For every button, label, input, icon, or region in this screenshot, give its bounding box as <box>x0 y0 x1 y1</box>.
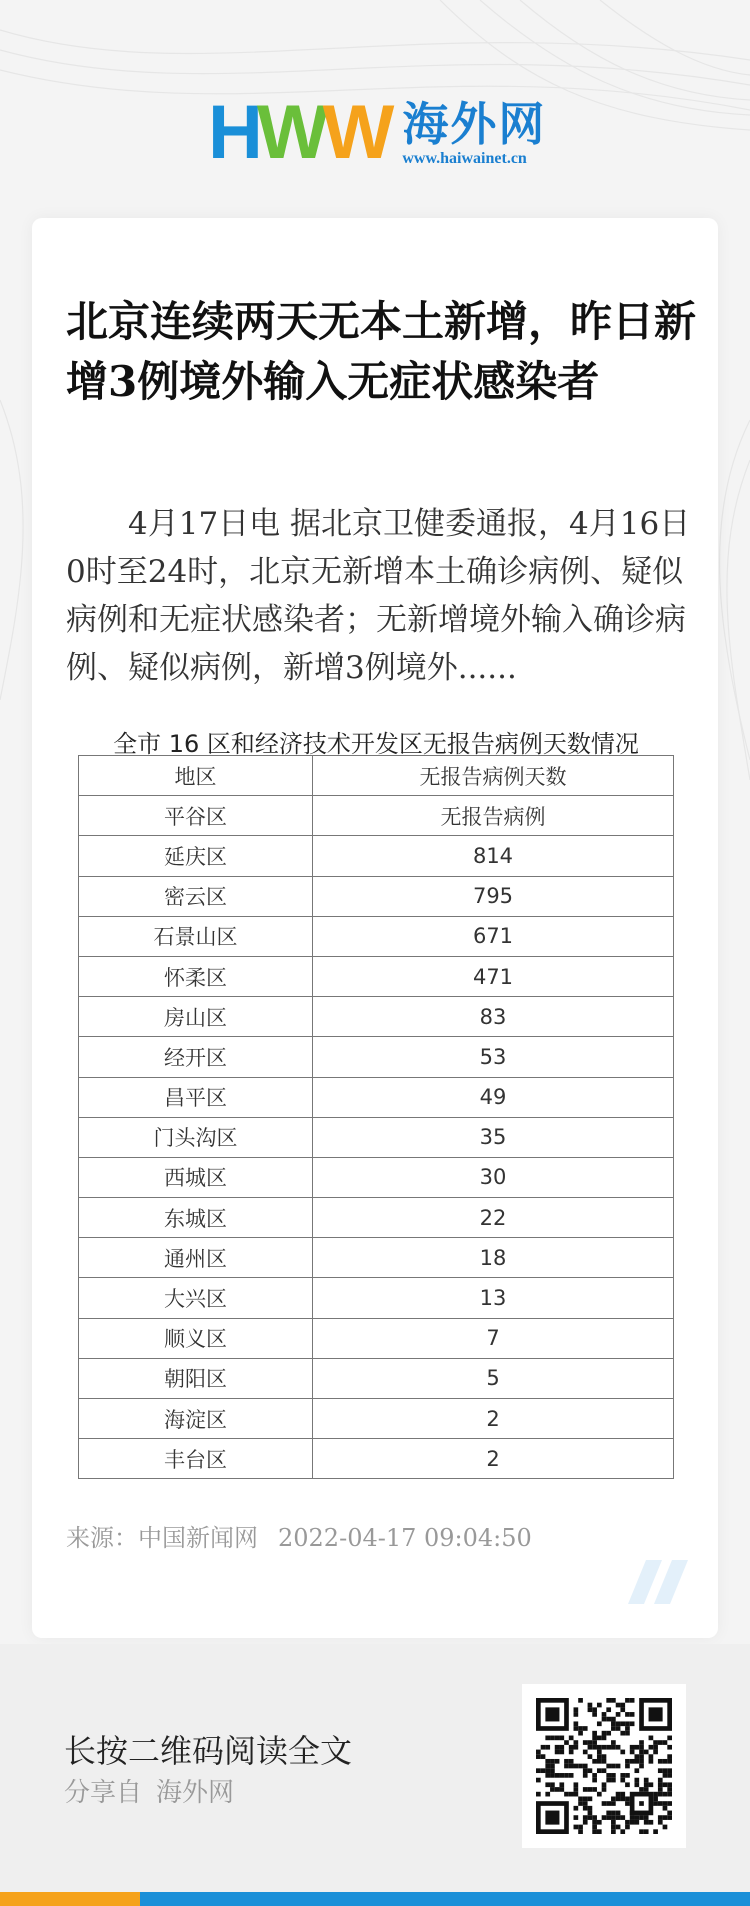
table-row <box>79 1439 674 1479</box>
cell-district: 石景山区 <box>79 916 313 956</box>
cell-days: 471 <box>313 956 674 996</box>
logo-url: www.haiwainet.cn <box>402 150 527 167</box>
logo-text <box>402 97 547 168</box>
table-row <box>79 836 674 876</box>
qr-code[interactable] <box>522 1684 686 1848</box>
cell-days: 2 <box>313 1439 674 1479</box>
cell-days: 35 <box>313 1117 674 1157</box>
bottom-bar-blue <box>140 1892 750 1906</box>
share-site: 海外网 <box>156 1778 235 1808</box>
cell-days: 18 <box>313 1238 674 1278</box>
table-row <box>79 1077 674 1117</box>
cell-district: 东城区 <box>79 1198 313 1238</box>
cell-district: 密云区 <box>79 876 313 916</box>
cell-days: 795 <box>313 876 674 916</box>
bottom-brand-bar <box>0 1892 750 1906</box>
table-row <box>79 1238 674 1278</box>
cell-days: 53 <box>313 1037 674 1077</box>
table-row <box>79 1399 674 1439</box>
table-body <box>79 796 674 1479</box>
logo-letter-w1: W <box>256 90 323 175</box>
logo-letter-h: H <box>208 90 257 175</box>
cell-district: 大兴区 <box>79 1278 313 1318</box>
table-row <box>79 956 674 996</box>
table-row <box>79 1037 674 1077</box>
cell-days: 83 <box>313 997 674 1037</box>
cell-days: 22 <box>313 1198 674 1238</box>
cell-days: 49 <box>313 1077 674 1117</box>
cell-days: 2 <box>313 1399 674 1439</box>
cell-days: 13 <box>313 1278 674 1318</box>
qr-read-prompt: 长按二维码阅读全文 <box>64 1732 353 1770</box>
cell-district: 门头沟区 <box>79 1117 313 1157</box>
cell-district: 平谷区 <box>79 796 313 836</box>
cell-district: 西城区 <box>79 1157 313 1197</box>
cell-days: 5 <box>313 1358 674 1398</box>
table-row <box>79 916 674 956</box>
table-row <box>79 1198 674 1238</box>
bottom-bar-orange <box>0 1892 140 1906</box>
table-row <box>79 796 674 836</box>
article-title: 北京连续两天无本土新增，昨日新增3例境外输入无症状感染者 <box>66 297 697 406</box>
share-prefix: 分享自 <box>64 1778 143 1808</box>
cell-district: 延庆区 <box>79 836 313 876</box>
table-caption: 全市 16 区和经济技术开发区无报告病例天数情况 <box>113 730 639 758</box>
cell-days: 7 <box>313 1318 674 1358</box>
qr-code-icon <box>536 1698 672 1834</box>
share-from <box>64 1772 234 1809</box>
decorative-slashes-icon <box>628 1560 698 1604</box>
cell-district: 昌平区 <box>79 1077 313 1117</box>
table-header-row <box>79 756 674 796</box>
header-district: 地区 <box>79 756 313 796</box>
source-label: 来源：中国新闻网 <box>66 1524 258 1552</box>
table-row <box>79 1157 674 1197</box>
table-row <box>79 1318 674 1358</box>
table-row <box>79 876 674 916</box>
article-card <box>32 218 718 1638</box>
cell-district: 海淀区 <box>79 1399 313 1439</box>
site-logo[interactable] <box>208 90 547 175</box>
header-days: 无报告病例天数 <box>313 756 674 796</box>
cell-district: 顺义区 <box>79 1318 313 1358</box>
cell-district: 房山区 <box>79 997 313 1037</box>
table-row <box>79 997 674 1037</box>
article-source <box>66 1518 532 1553</box>
table-row <box>79 1358 674 1398</box>
logo-hww-mark <box>208 90 389 175</box>
article-summary: 4月17日电 据北京卫健委通报，4月16日0时至24时，北京无新增本土确诊病例、疑似病例和无症状感染者；无新增境外输入确诊病例、疑似病例，新增3例境外...... <box>66 506 691 686</box>
cell-district: 朝阳区 <box>79 1358 313 1398</box>
source-datetime: 2022-04-17 09:04:50 <box>278 1524 532 1552</box>
share-footer <box>0 1644 750 1892</box>
cell-days: 30 <box>313 1157 674 1197</box>
district-stats-table <box>78 755 674 1479</box>
cell-district: 经开区 <box>79 1037 313 1077</box>
cell-district: 丰台区 <box>79 1439 313 1479</box>
table-row <box>79 1278 674 1318</box>
logo-name-cn: 海外网 <box>402 97 547 151</box>
table-row <box>79 1117 674 1157</box>
cell-district: 通州区 <box>79 1238 313 1278</box>
cell-days: 814 <box>313 836 674 876</box>
cell-days: 无报告病例 <box>313 796 674 836</box>
cell-days: 671 <box>313 916 674 956</box>
cell-district: 怀柔区 <box>79 956 313 996</box>
logo-letter-w2: W <box>322 90 389 175</box>
